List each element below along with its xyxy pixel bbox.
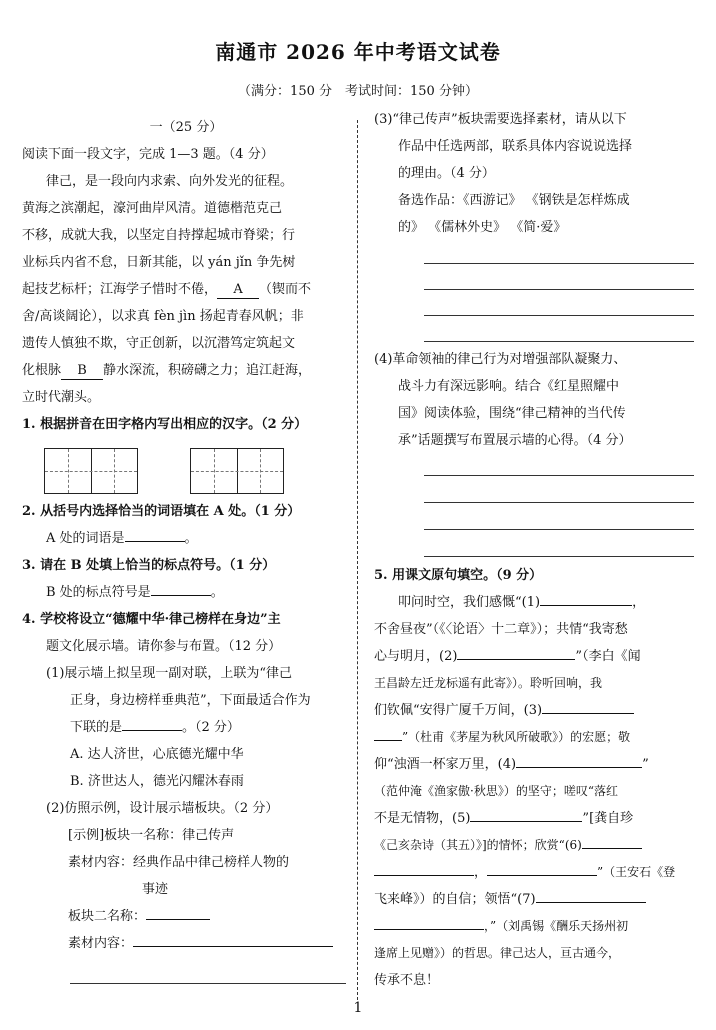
page-subtitle: （满分：150 分 考试时间：150 分钟） xyxy=(238,84,478,99)
passage-line: 化根脉 B 静水深流，积磅礴之力；追江赶海， xyxy=(22,363,312,378)
answer-blank[interactable] xyxy=(374,915,484,930)
q5-line: ， ”（王安石《登 xyxy=(374,859,699,886)
answer-line[interactable] xyxy=(424,529,694,530)
block2-name: 板块二名称： xyxy=(22,903,350,930)
q5-line: 逢席上见赠》）的哲思。律己达人，亘古通今， xyxy=(374,946,621,960)
block2-content: 素材内容： xyxy=(22,930,350,957)
passage-line: 舍/高谈阔论），以求真 fèn jìn 扬起青春风帆；非 xyxy=(22,309,304,324)
left-column-lower xyxy=(22,498,350,957)
blank-a[interactable]: A xyxy=(217,282,259,299)
right-column xyxy=(374,106,699,241)
q5-line: 《己亥杂诗（其五）》]的情怀；欣赏“(6) xyxy=(374,832,699,859)
q5-line: （范仲淹《渔家傲·秋思》）的坚守；嗟叹“落红 xyxy=(374,784,618,798)
question-4-4: 国》阅读体验，围绕“律己精神的当代传 xyxy=(398,406,626,421)
answer-line[interactable] xyxy=(424,502,694,503)
passage-line: 立时代潮头。 xyxy=(22,390,101,405)
answer-blank[interactable] xyxy=(151,581,211,596)
answer-line[interactable] xyxy=(424,475,694,476)
character-grid-1[interactable] xyxy=(44,448,138,494)
q5-line: 不是无情物，(5) ”[龚自珍 xyxy=(374,805,699,832)
question-4: 4. 学校将设立“德耀中华·律己榜样在身边”主 xyxy=(22,612,281,627)
question-3: 3. 请在 B 处填上恰当的标点符号。（1 分） xyxy=(22,558,276,573)
answer-blank[interactable] xyxy=(146,905,210,920)
question-4-3: 的理由。（4 分） xyxy=(398,166,495,181)
example-line: 素材内容：经典作品中律己榜样人物的 xyxy=(68,855,290,870)
q5-line: ，”（刘禹锡《酬乐天扬州初 xyxy=(374,913,699,940)
character-grid-2[interactable] xyxy=(190,448,284,494)
right-column-q44 xyxy=(374,346,699,454)
answer-blank[interactable] xyxy=(582,834,642,849)
answer-blank[interactable] xyxy=(540,591,632,606)
q5-line: 仰“浊酒一杯家万里，(4) ” xyxy=(374,751,699,778)
q5-line: 不舍昼夜”（《〈论语〉十二章》）；共情“我寄愁 xyxy=(374,622,628,637)
question-4-3: (3)“律己传声”板块需要选择素材，请从以下 xyxy=(374,112,627,127)
answer-blank[interactable] xyxy=(487,861,597,876)
page-number: 1 xyxy=(353,1000,363,1016)
question-1: 1. 根据拼音在田字格内写出相应的汉字。（2 分） xyxy=(22,417,308,432)
option-a[interactable]: A. 达人济世，心底德光耀中华 xyxy=(70,747,244,762)
answer-blank[interactable] xyxy=(133,932,333,947)
question-4-1: 正身，身边榜样垂典范”，下面最适合作为 xyxy=(70,693,311,708)
answer-line[interactable] xyxy=(70,983,346,984)
answer-blank[interactable] xyxy=(457,645,575,660)
left-column xyxy=(22,114,350,438)
passage-line: 起技艺标杆；江海学子惜时不倦， A （锲而不 xyxy=(22,282,312,297)
passage-line: 业标兵内省不怠，日新其能，以 yán jǐn 争先树 xyxy=(22,255,296,270)
q5-line: 们钦佩“安得广厦千万间，(3) xyxy=(374,697,699,724)
section-heading: 一（25 分） xyxy=(149,120,223,135)
question-5: 5. 用课文原句填空。（9 分） xyxy=(374,568,543,583)
question-2: 2. 从括号内选择恰当的词语填在 A 处。（1 分） xyxy=(22,504,301,519)
page-title: 南通市 2026 年中考语文试卷 xyxy=(215,40,501,64)
option-b[interactable]: B. 济世达人，德光闪耀沐春雨 xyxy=(70,774,244,789)
q5-line: ”（杜甫《茅屋为秋风所破歌》）的宏愿；敬 xyxy=(374,724,699,751)
q5-line: 王昌龄左迁龙标遥有此寄》）。聆听回响，我 xyxy=(374,676,603,690)
answer-blank[interactable] xyxy=(374,861,474,876)
blank-b[interactable]: B xyxy=(61,363,103,380)
answer-blank[interactable] xyxy=(125,527,185,542)
right-column-q5 xyxy=(374,562,699,994)
question-4-3: 作品中任选两部，联系具体内容说说选择 xyxy=(398,139,633,154)
answer-blank[interactable] xyxy=(542,699,634,714)
q5-line: 传承不息！ xyxy=(374,973,440,988)
answer-blank[interactable] xyxy=(536,888,646,903)
question-2-answer: A 处的词语是 。 xyxy=(22,525,350,552)
q5-line: 心与明月，(2) ”（李白《闻 xyxy=(374,643,699,670)
q5-line: 飞来峰》）的自信；领悟“(7) xyxy=(374,886,699,913)
example-line: [示例]板块一名称：律己传声 xyxy=(68,828,235,843)
q5-line: 叩问时空，我们感慨“(1) ， xyxy=(374,589,699,616)
question-4-4: 战斗力有深远影响。结合《红星照耀中 xyxy=(398,379,620,394)
answer-line[interactable] xyxy=(424,315,694,316)
column-divider xyxy=(357,120,358,1000)
question-4-2: (2)仿照示例，设计展示墙板块。（2 分） xyxy=(46,801,279,816)
passage-line: 黄海之滨潮起，濠河曲岸风清。道德楷范克己 xyxy=(22,201,283,216)
question-4-1: 下联的是 。（2 分） xyxy=(22,714,350,741)
question-4-1: (1)展示墙上拟呈现一副对联，上联为“律己 xyxy=(46,666,293,681)
answer-line[interactable] xyxy=(424,341,694,342)
answer-line[interactable] xyxy=(424,263,694,264)
question-3-answer: B 处的标点符号是 。 xyxy=(22,579,350,606)
answer-line[interactable] xyxy=(424,289,694,290)
passage-line: 不移，成就大我，以坚定自持撑起城市脊梁；行 xyxy=(22,228,296,243)
question-4-4: (4)革命领袖的律己行为对增强部队凝聚力、 xyxy=(374,352,627,367)
answer-line[interactable] xyxy=(424,556,694,557)
candidate-works: 的》 《儒林外史》 《简·爱》 xyxy=(398,220,567,235)
answer-blank[interactable] xyxy=(516,753,642,768)
example-line: 事迹 xyxy=(142,882,169,897)
answer-blank[interactable] xyxy=(470,807,582,822)
candidate-works: 备选作品：《西游记》 《钢铁是怎样炼成 xyxy=(398,193,630,208)
question-4: 题文化展示墙。请你参与布置。（12 分） xyxy=(46,639,282,654)
answer-blank[interactable] xyxy=(374,726,402,741)
answer-blank[interactable] xyxy=(122,716,182,731)
reading-intro: 阅读下面一段文字，完成 1—3 题。（4 分） xyxy=(22,147,274,162)
question-4-4: 承”话题撰写布置展示墙的心得。（4 分） xyxy=(398,433,632,448)
passage-line: 律己，是一段向内求索、向外发光的征程。 xyxy=(46,174,294,189)
passage-line: 遗传人慎独不欺，守正创新，以沉潜笃定筑起文 xyxy=(22,336,296,351)
